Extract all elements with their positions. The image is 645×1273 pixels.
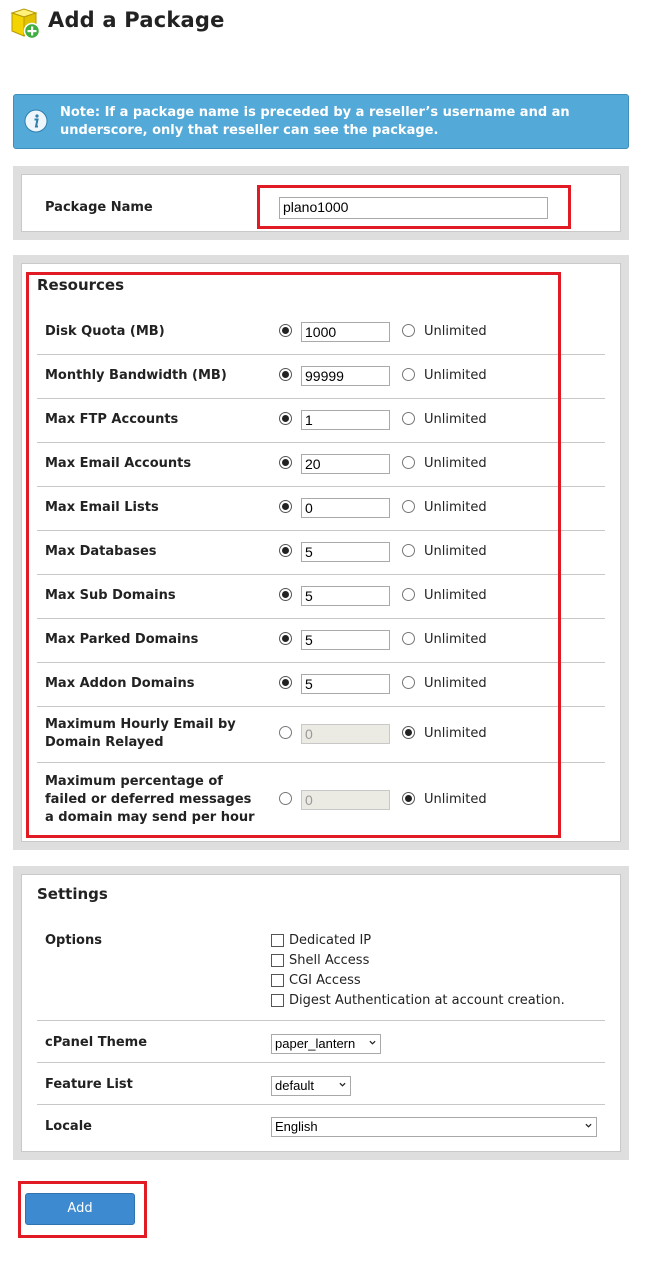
option-checkbox[interactable] <box>271 954 284 967</box>
resource-label: Max Addon Domains <box>45 676 195 691</box>
unlimited-label: Unlimited <box>424 632 487 647</box>
unlimited-label: Unlimited <box>424 676 487 691</box>
settings-panel <box>13 866 629 1160</box>
options-label: Options <box>45 933 102 948</box>
add-button-highlight <box>18 1181 147 1238</box>
resource-value-input[interactable]: 5 <box>301 586 390 606</box>
resources-title: Resources <box>37 276 125 294</box>
resource-label-line: Domain Relayed <box>45 735 164 750</box>
unlimited-label: Unlimited <box>424 368 487 383</box>
settings-title: Settings <box>37 885 108 903</box>
resource-value-input[interactable]: 5 <box>301 674 390 694</box>
resource-value-input[interactable]: 5 <box>301 630 390 650</box>
resource-label: Monthly Bandwidth (MB) <box>45 368 227 383</box>
resource-value-input[interactable]: 1 <box>301 410 390 430</box>
resource-label-line: Maximum Hourly Email by <box>45 717 236 732</box>
option-label: Digest Authentication at account creation. <box>289 993 565 1008</box>
chevron-down-icon <box>339 1081 346 1088</box>
chevron-down-icon <box>585 1122 592 1129</box>
cpanel-theme-value: paper_lantern <box>275 1036 356 1051</box>
option-label: Dedicated IP <box>289 933 372 948</box>
info-note <box>13 94 629 149</box>
unlimited-label: Unlimited <box>424 792 487 807</box>
option-label: CGI Access <box>289 973 361 988</box>
resource-label: Max Sub Domains <box>45 588 176 603</box>
settings-divider <box>37 1062 605 1063</box>
resource-value-input[interactable]: 0 <box>301 498 390 518</box>
resource-label: Max Parked Domains <box>45 632 199 647</box>
page-title: Add a Package <box>48 8 225 32</box>
resource-value-input[interactable]: 20 <box>301 454 390 474</box>
package-name-label: Package Name <box>45 200 153 215</box>
locale-label: Locale <box>45 1119 92 1134</box>
resource-label-line: a domain may send per hour <box>45 810 255 825</box>
feature-list-label: Feature List <box>45 1077 133 1092</box>
resource-value-input[interactable]: 1000 <box>301 322 390 342</box>
unlimited-label: Unlimited <box>424 412 487 427</box>
feature-list-value: default <box>275 1078 315 1093</box>
option-checkbox[interactable] <box>271 974 284 987</box>
settings-divider <box>37 1104 605 1105</box>
resource-label-line: failed or deferred messages <box>45 792 252 807</box>
resource-label: Disk Quota (MB) <box>45 324 165 339</box>
unlimited-label: Unlimited <box>424 726 487 741</box>
unlimited-label: Unlimited <box>424 588 487 603</box>
resource-label: Max Email Lists <box>45 500 159 515</box>
info-icon <box>24 109 48 133</box>
resources-highlight <box>26 272 561 838</box>
feature-list-select[interactable] <box>271 1076 351 1096</box>
resource-value-input[interactable]: 0 <box>301 724 390 744</box>
add-button[interactable]: Add <box>25 1193 135 1225</box>
resource-label: Max Databases <box>45 544 157 559</box>
resource-value-input[interactable]: 0 <box>301 790 390 810</box>
chevron-down-icon <box>369 1039 376 1046</box>
option-checkbox[interactable] <box>271 994 284 1007</box>
locale-select[interactable] <box>271 1117 597 1137</box>
cpanel-theme-select[interactable] <box>271 1034 381 1054</box>
resource-value-input[interactable]: 5 <box>301 542 390 562</box>
unlimited-label: Unlimited <box>424 324 487 339</box>
package-add-icon <box>8 6 42 40</box>
resource-value-input[interactable]: 99999 <box>301 366 390 386</box>
package-name-highlight <box>257 185 571 229</box>
resource-label: Max Email Accounts <box>45 456 192 471</box>
resource-label-line: Maximum percentage of <box>45 774 223 789</box>
package-name-input[interactable]: plano1000 <box>279 197 548 219</box>
option-checkbox[interactable] <box>271 934 284 947</box>
unlimited-label: Unlimited <box>424 500 487 515</box>
cpanel-theme-label: cPanel Theme <box>45 1035 148 1050</box>
option-label: Shell Access <box>289 953 370 968</box>
info-note-text: Note: If a package name is preceded by a reseller’s username and an underscore, only that reseller can see the package. <box>60 105 570 138</box>
settings-divider <box>37 1020 605 1021</box>
locale-value: English <box>275 1119 318 1134</box>
resource-label: Max FTP Accounts <box>45 412 179 427</box>
unlimited-label: Unlimited <box>424 456 487 471</box>
unlimited-label: Unlimited <box>424 544 487 559</box>
